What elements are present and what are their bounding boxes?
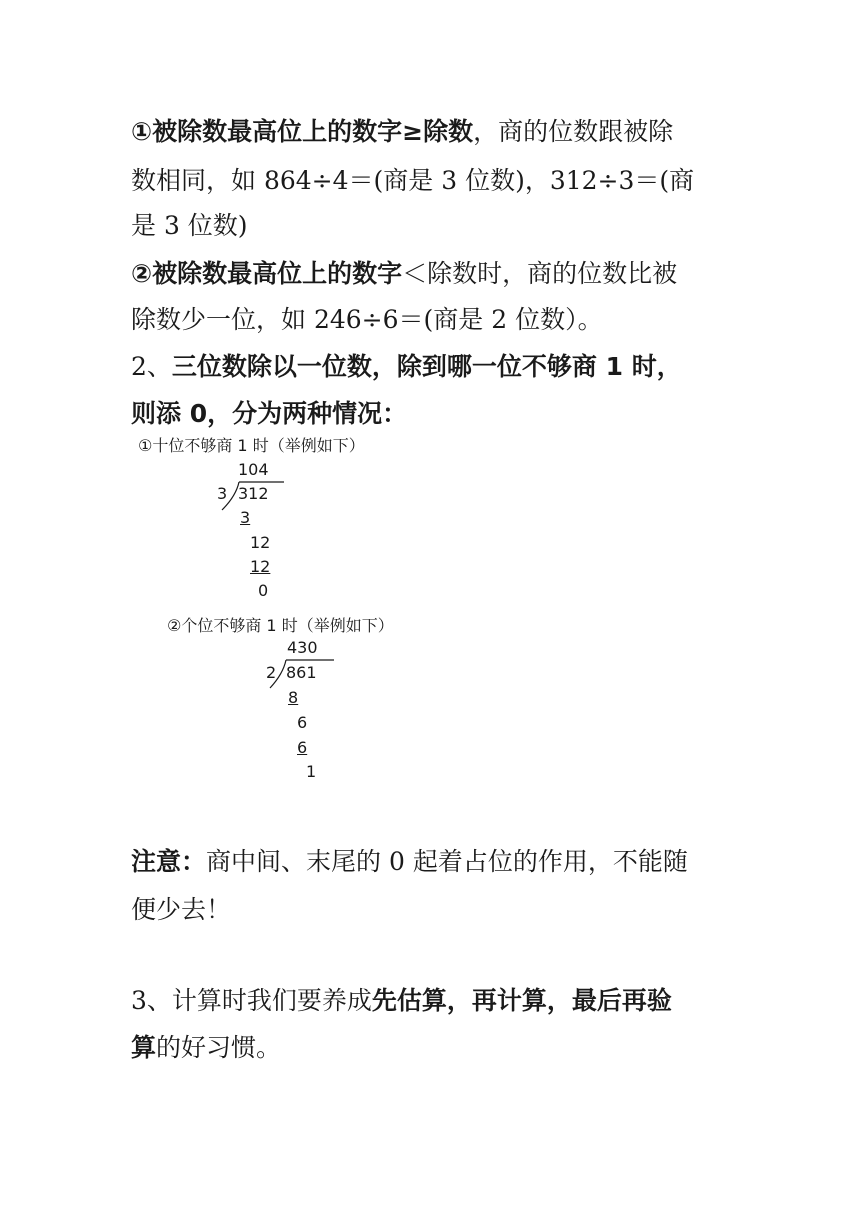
example-2-caption: ②个位不够商 1 时（举例如下） [167, 616, 394, 635]
section-3-line-1 [131, 977, 731, 1025]
example-1-step-1: 3 [240, 508, 251, 527]
example-2-quotient: 430 [287, 638, 318, 657]
section-2-heading-line-2: 则添 0，分为两种情况： [131, 399, 408, 428]
paragraph-1-line-3: 是 3 位数) [131, 211, 248, 240]
example-2-remainder: 1 [306, 762, 317, 781]
paragraph-1-line-2: 数相同，如 864÷4＝(商是 3 位数)，312÷3＝(商 [131, 166, 695, 195]
note-line-2: 便少去！ [131, 895, 232, 924]
example-1-dividend: 312 [238, 484, 269, 503]
example-1-remainder: 0 [258, 581, 269, 600]
example-2-step-2: 6 [297, 713, 308, 732]
example-2-dividend: 861 [286, 663, 317, 682]
section-3-suffix: 的好习惯。 [156, 1033, 282, 1062]
example-2-step-1: 8 [288, 688, 299, 707]
example-1-step-2: 12 [250, 533, 271, 552]
section-3-prefix: 3、计算时我们要养成 [131, 986, 372, 1015]
note-text: 商中间、末尾的 0 起着占位的作用，不能随 [206, 847, 688, 876]
paragraph-2-bold-lead: ②被除数最高位上的数字 [131, 259, 403, 288]
section-2-number: 2、 [131, 352, 172, 381]
section-3-bold-end: 算 [131, 1033, 157, 1062]
paragraph-1-bold-lead: ①被除数最高位上的数字≥除数 [131, 117, 474, 146]
note-label: 注意： [131, 847, 207, 876]
section-3-bold-text: 先估算，再计算，最后再验 [371, 986, 672, 1015]
paragraph-2-text: ＜除数时，商的位数比被 [402, 259, 678, 288]
paragraph-1-text: ，商的位数跟被除 [473, 117, 674, 146]
example-1-step-3: 12 [250, 557, 271, 576]
note-line-1 [131, 838, 731, 886]
example-2-step-3: 6 [297, 738, 308, 757]
example-1-caption: ①十位不够商 1 时（举例如下） [138, 436, 365, 455]
example-2-divisor: 2 [266, 663, 277, 682]
section-3-line-2 [131, 1024, 731, 1072]
section-2-title: 三位数除以一位数，除到哪一位不够商 1 时， [171, 352, 682, 381]
example-1-quotient: 104 [238, 460, 269, 479]
example-1-divisor: 3 [217, 484, 228, 503]
paragraph-2-line-2: 除数少一位，如 246÷6＝(商是 2 位数）。 [131, 305, 603, 334]
